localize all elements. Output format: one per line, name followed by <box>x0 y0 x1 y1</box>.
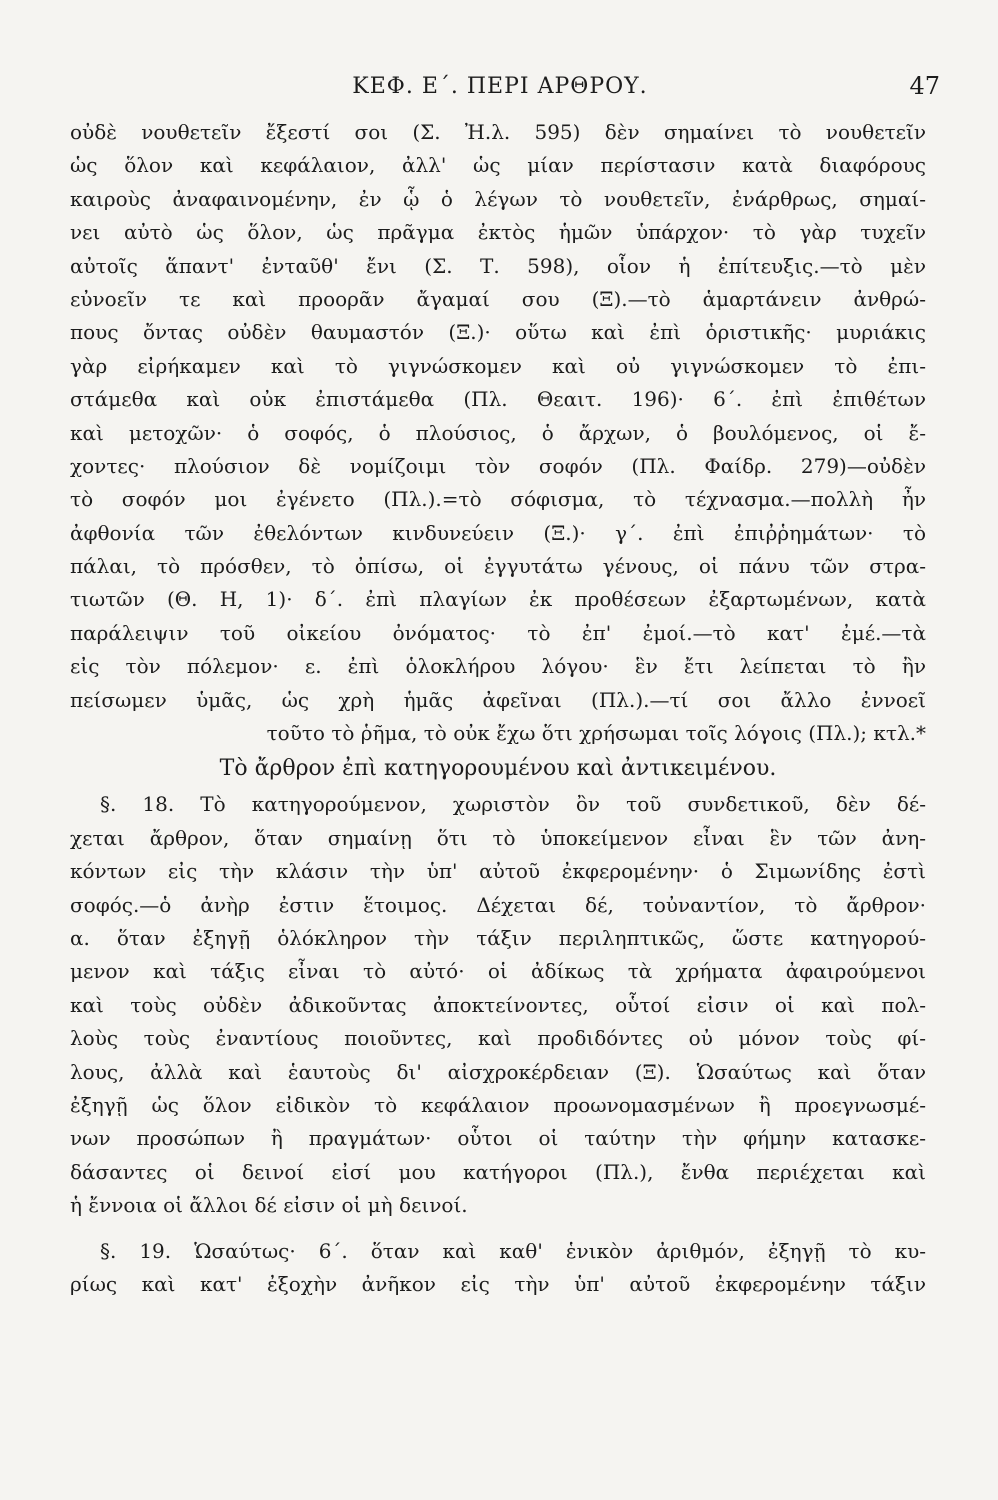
section-18-line: μενον καὶ τάξις εἶναι τὸ αὐτό· οἱ ἀδίκως τὰ χρήματα ἀφαιρούμενοι <box>70 959 926 984</box>
body-text <box>70 116 926 1301</box>
text-line: τιωτῶν (Θ. Η, 1)· δ΄. ἐπὶ πλαγίων ἐκ προθέσεων ἐξαρτωμένων, κατὰ <box>70 587 926 612</box>
section-18-line: χεται ἄρθρον, ὅταν σημαίνῃ ὅτι τὸ ὑποκείμενον εἶναι ἓν τῶν ἀνη- <box>70 825 926 850</box>
text-line: ὡς ὅλον καὶ κεφάλαιον, ἀλλ' ὡς μίαν περίστασιν κατὰ διαφόρους <box>70 153 926 178</box>
section-18-line: λους, ἀλλὰ καὶ ἑαυτοὺς δι' αἰσχροκέρδειαν (Ξ). Ὡσαύτως καὶ ὅταν <box>70 1059 926 1084</box>
section-18-line: λοὺς τοὺς ἐναντίους ποιοῦντες, καὶ προδιδόντες οὐ μόνον τοὺς φί- <box>70 1026 926 1051</box>
text-line: καὶ μετοχῶν· ὁ σοφός, ὁ πλούσιος, ὁ ἄρχων, ὁ βουλόμενος, οἱ ἔ- <box>70 420 926 445</box>
text-line: οὐδὲ νουθετεῖν ἔξεστί σοι (Σ. Ἠ.λ. 595) δὲν σημαίνει τὸ νουθετεῖν <box>70 120 926 144</box>
text-line: ἀφθονία τῶν ἐθελόντων κινδυνεύειν (Ξ.)· γ΄. ἐπὶ ἐπιῤῥημάτων· τὸ <box>70 520 926 545</box>
text-line: χοντες· πλούσιον δὲ νομίζοιμι τὸν σοφόν (Πλ. Φαίδρ. 279)—οὐδὲν <box>70 453 926 478</box>
paragraph-gap <box>70 1223 926 1235</box>
section-18-line: καὶ τοὺς οὐδὲν ἀδικοῦντας ἀποκτείνοντες, οὗτοί εἰσιν οἱ καὶ πολ- <box>70 992 926 1017</box>
text-line: τὸ σοφόν μοι ἐγένετο (Πλ.).=τὸ σόφισμα, τὸ τέχνασμα.—πολλὴ ἦν <box>70 487 926 512</box>
section-18-line: α. ὅταν ἐξηγῇ ὁλόκληρον τὴν τάξιν περιληπτικῶς, ὥστε κατηγορού- <box>70 925 926 950</box>
text-line: εἰς τὸν πόλεμον· ε. ἐπὶ ὁλοκλήρου λόγου· ἓν ἔτι λείπεται τὸ ἢν <box>70 654 926 679</box>
text-line: πάλαι, τὸ πρόσθεν, τὸ ὀπίσω, οἱ ἐγγυτάτω γένους, οἱ πάνυ τῶν στρα- <box>70 554 926 579</box>
text-line: γὰρ εἰρήκαμεν καὶ τὸ γιγνώσκομεν καὶ οὐ γιγνώσκομεν τὸ ἐπι- <box>70 353 926 378</box>
section-18-line: κόντων εἰς τὴν κλάσιν τὴν ὑπ' αὐτοῦ ἐκφερομένην· ὁ Σιμωνίδης ἐστὶ <box>70 859 926 884</box>
running-title: ΚΕΦ. Ε΄. ΠΕΡΙ ΑΡΘΡΟΥ. <box>352 74 648 99</box>
text-line: αὐτοῖς ἅπαντ' ἐνταῦθ' ἔνι (Σ. Τ. 598), οἷον ἡ ἐπίτευξις.—τὸ μὲν <box>70 253 926 278</box>
section-18-line: ἡ ἔννοια οἱ ἄλλοι δέ εἰσιν οἱ μὴ δεινοί. <box>70 1193 468 1218</box>
section-19-line: ρίως καὶ κατ' ἐξοχὴν ἀνῆκον εἰς τὴν ὑπ' αὐτοῦ ἐκφερομένην τάξιν <box>70 1271 926 1296</box>
running-head <box>60 70 940 110</box>
section-18-line: νων προσώπων ἢ πραγμάτων· οὗτοι οἱ ταύτην τὴν φήμην κατασκε- <box>70 1126 926 1151</box>
section-18-line: δάσαντες οἱ δεινοί εἰσί μου κατήγοροι (Πλ.), ἔνθα περιέχεται καὶ <box>70 1159 926 1184</box>
page-number: 47 <box>909 72 940 100</box>
text-line: εὐνοεῖν τε καὶ προορᾶν ἄγαμαί σου (Ξ).—τὸ ἁμαρτάνειν ἀνθρώ- <box>70 286 926 311</box>
section-heading: Τὸ ἄρθρον ἐπὶ κατηγορουμένου καὶ ἀντικειμένου. <box>219 756 777 782</box>
text-line: καιροὺς ἀναφαινομένην, ἐν ᾧ ὁ λέγων τὸ νουθετεῖν, ἐνάρθρως, σημαί- <box>70 186 926 211</box>
section-18-line: σοφός.—ὁ ἀνὴρ ἐστιν ἕτοιμος. Δέχεται δέ, τοὐναντίον, τὸ ἄρθρον· <box>70 892 926 917</box>
text-line: στάμεθα καὶ οὐκ ἐπιστάμεθα (Πλ. Θεαιτ. 196)· 6΄. ἐπὶ ἐπιθέτων <box>70 387 926 412</box>
section-19-line: §. 19. Ὡσαύτως· 6΄. ὅταν καὶ καθ' ἑνικὸν ἀριθμόν, ἐξηγῇ τὸ κυ- <box>100 1238 926 1263</box>
text-line: πείσωμεν ὑμᾶς, ὡς χρὴ ἡμᾶς ἀφεῖναι (Πλ.).—τί σοι ἄλλο ἐννοεῖ <box>70 687 926 712</box>
text-line: πους ὄντας οὐδὲν θαυμαστόν (Ξ.)· οὕτω καὶ ἐπὶ ὁριστικῆς· μυριάκις <box>70 320 926 345</box>
section-18-line: ἐξηγῇ ὡς ὅλον εἰδικὸν τὸ κεφάλαιον προωνομασμένων ἢ προεγνωσμέ- <box>70 1092 926 1117</box>
text-line: νει αὐτὸ ὡς ὅλον, ὡς πρᾶγμα ἐκτὸς ἡμῶν ὑπάρχον· τὸ γὰρ τυχεῖν <box>70 220 926 245</box>
section-18-line: §. 18. Τὸ κατηγορούμενον, χωριστὸν ὂν τοῦ συνδετικοῦ, δὲν δέ- <box>100 792 926 817</box>
text-line: τοῦτο τὸ ῥῆμα, τὸ οὐκ ἔχω ὅτι χρήσωμαι τοῖς λόγοις (Πλ.); κτλ.* <box>266 721 926 746</box>
text-line: παράλειψιν τοῦ οἰκείου ὀνόματος· τὸ ἐπ' ἐμοί.—τὸ κατ' ἐμέ.—τὰ <box>70 620 926 645</box>
